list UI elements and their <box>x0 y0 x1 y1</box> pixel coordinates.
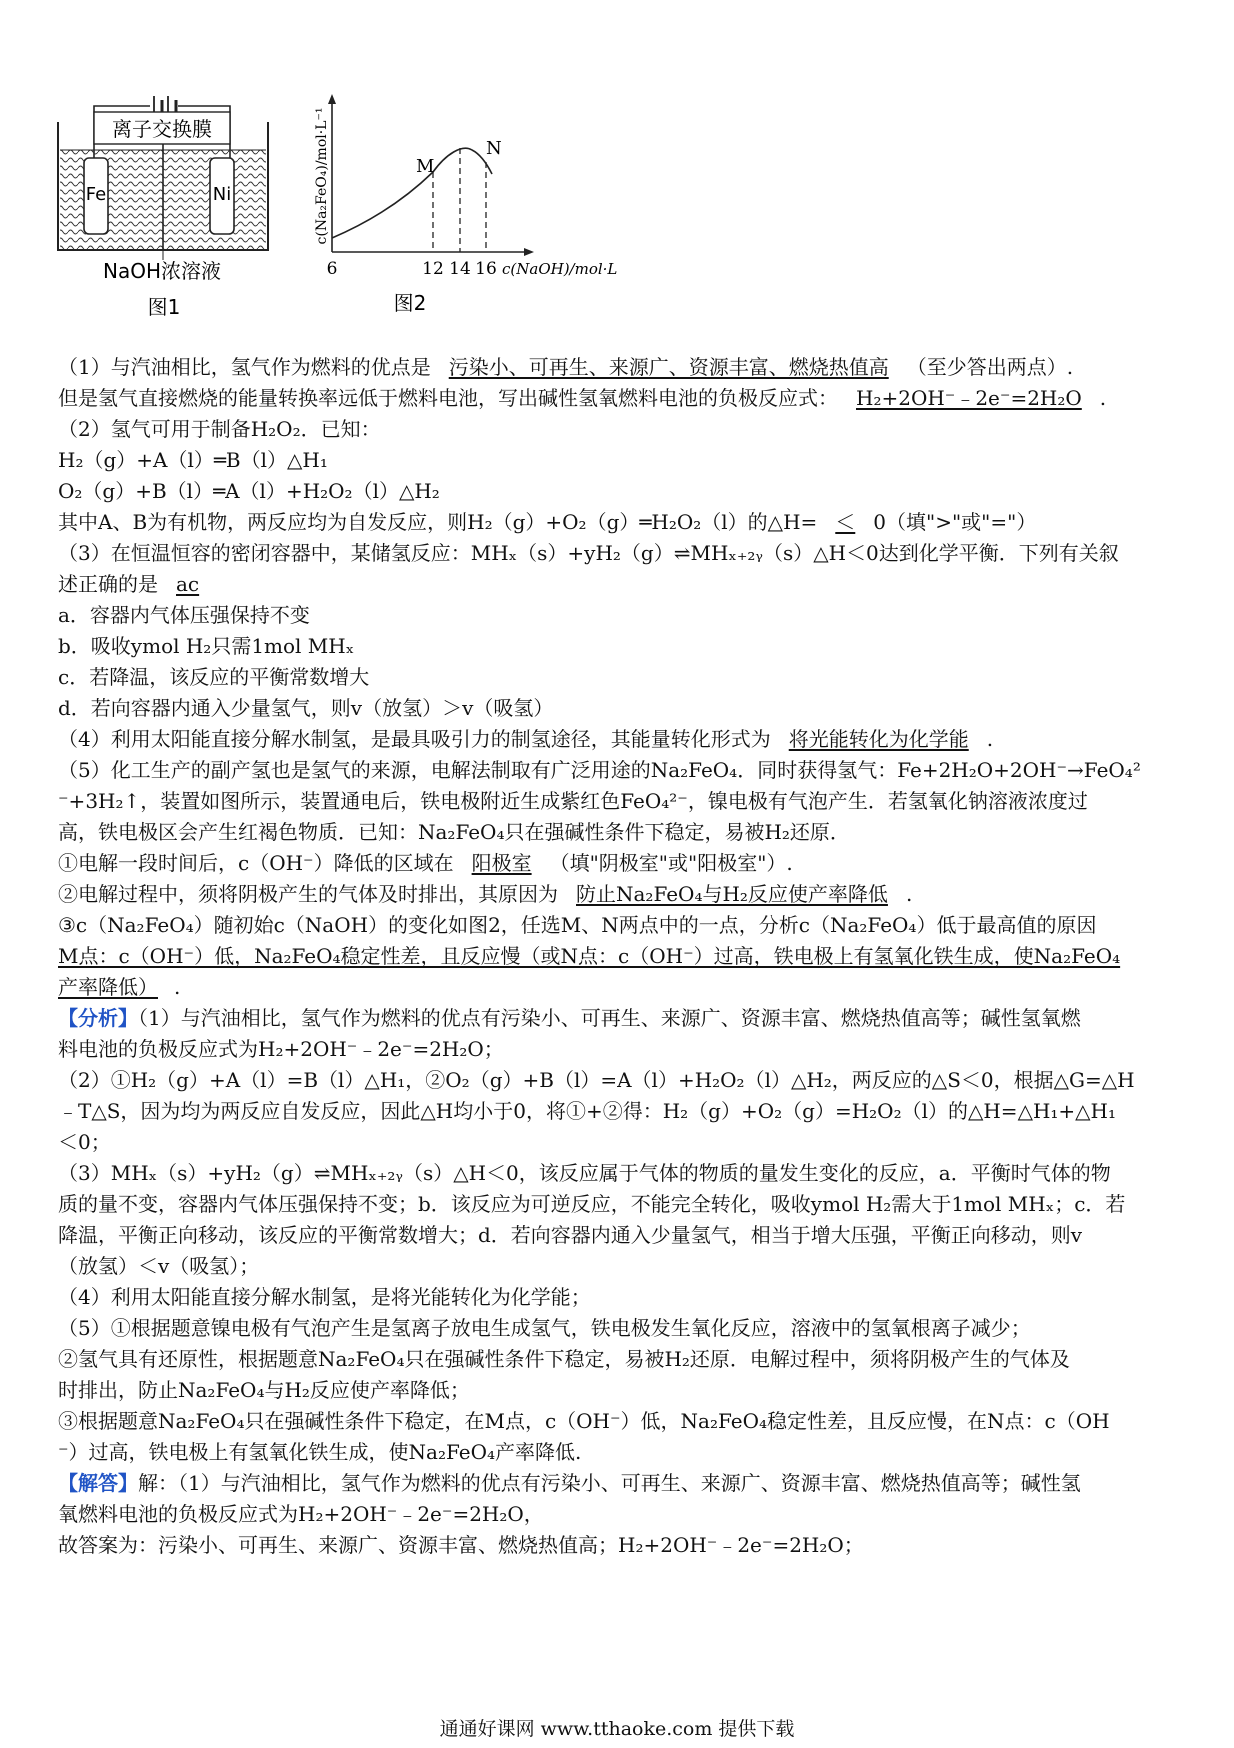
fig1-caption: 图1 <box>147 295 181 319</box>
q1-answer-advantages: 污染小、可再生、来源广、资源丰富、燃烧热值高 <box>448 355 889 379</box>
q5-sub3: ③c（Na₂FeO₄）随初始c（NaOH）的变化如图2，任选M、N两点中的一点，分析c（Na₂FeO₄）低于最高值的原因 <box>58 913 1097 937</box>
membrane-label: 离子交换膜 <box>112 117 212 141</box>
analysis-line2: 料电池的负极反应式为H₂+2OH⁻﹣2e⁻=2H₂O； <box>58 1037 504 1061</box>
q3-option-b: b．吸收ymol H₂只需1mol MHₓ <box>58 634 355 658</box>
q2-intro: （2）氢气可用于制备H₂O₂．已知： <box>58 417 381 441</box>
q4-line: （4）利用太阳能直接分解水制氢，是最具吸引力的制氢途径，其能量转化形式为 将光能转化为化学能 . <box>58 727 994 751</box>
q5-line2: ⁻+3H₂↑，装置如图所示，装置通电后，铁电极附近生成紫红色FeO₄²⁻，镍电极有气泡产生．若氢氧化钠溶液浓度过 <box>58 789 1088 813</box>
analysis-line5: ＜0； <box>58 1130 111 1154</box>
analysis-line9: （放氢）＜v（吸氢）； <box>58 1254 260 1278</box>
q5-sub2-answer: 防止Na₂FeO₄与H₂反应使产率降低 <box>576 882 888 906</box>
q5-sub3-answer-part1: M点：c（OH⁻）低，Na₂FeO₄稳定性差，且反应慢（或N点：c（OH⁻）过高，铁电极上有氢氧化铁生成，使Na₂FeO₄ <box>58 944 1121 968</box>
q4-answer: 将光能转化为化学能 <box>788 727 969 751</box>
q1-answer-equation: H₂+2OH⁻﹣2e⁻=2H₂O <box>856 386 1082 410</box>
electrolysis-apparatus-figure <box>58 92 308 354</box>
tick-14: 14 <box>449 259 471 279</box>
q3-option-a: a．容器内气体压强保持不变 <box>58 603 310 627</box>
analysis-line3: （2）①H₂（g）+A（l）=B（l）△H₁，②O₂（g）+B（l）=A（l）+H₂O₂（l）△H₂，两反应的△S＜0，根据△G=△H <box>58 1068 1135 1092</box>
figures <box>58 92 698 354</box>
analysis-line10: （4）利用太阳能直接分解水制氢，是将光能转化为化学能； <box>58 1285 591 1309</box>
analysis-line15: ⁻）过高，铁电极上有氢氧化铁生成，使Na₂FeO₄产率降低. <box>58 1440 582 1464</box>
q1-line1: （1）与汽油相比，氢气作为燃料的优点是 污染小、可再生、来源广、资源丰富、燃烧热值高 （至少答出两点）. <box>58 355 1074 379</box>
tick-16: 16 <box>475 259 497 279</box>
q3-option-d: d．若向容器内通入少量氢气，则v（放氢）＞v（吸氢） <box>58 696 554 720</box>
q5-line3: 高，铁电极区会产生红褐色物质．已知：Na₂FeO₄只在强碱性条件下稳定，易被H₂还原． <box>58 820 850 844</box>
analysis-line4: ﹣T△S，因为均为两反应自发反应，因此△H均小于0，将①+②得：H₂（g）+O₂（g）=H₂O₂（l）的△H=△H₁+△H₁ <box>58 1099 1117 1123</box>
solution-line3: 故答案为：污染小、可再生、来源广、资源丰富、燃烧热值高；H₂+2OH⁻﹣2e⁻=2H₂O； <box>58 1533 864 1557</box>
q5-sub1: ①电解一段时间后，c（OH⁻）降低的区域在 阳极室 （填"阴极室"或"阳极室"）. <box>58 851 793 875</box>
q3-option-c: c．若降温，该反应的平衡常数增大 <box>58 665 370 689</box>
page-footer: 通通好课网 www.tthaoke.com 提供下载 <box>439 1718 795 1740</box>
q3-answer: ac <box>176 572 200 596</box>
concentration-curve <box>332 148 492 238</box>
q2-answer: ＜ <box>835 510 856 534</box>
analysis-line6: （3）MHₓ（s）+yH₂（g）⇌MHₓ₊₂ᵧ（s）△H＜0，该反应属于气体的物质的量发生变化的反应，a．平衡时气体的物 <box>58 1161 1111 1185</box>
ni-electrode-label: Ni <box>212 184 232 205</box>
analysis-line7: 质的量不变，容器内气体压强保持不变；b．该反应为可逆反应，不能完全转化，吸收ymol H₂需大于1mol MHₓ；c．若 <box>58 1192 1126 1216</box>
analysis-line8: 降温，平衡正向移动，该反应的平衡常数增大；d．若向容器内通入少量氢气，相当于增大压强，平衡正向移动，则v <box>58 1223 1083 1247</box>
solution-tag: 【解答】 <box>58 1471 138 1495</box>
q3-line2: 述正确的是 ac <box>58 569 1183 600</box>
fig2-caption: 图2 <box>393 291 427 315</box>
question-body <box>58 352 1183 1561</box>
concentration-curve-figure <box>314 92 660 354</box>
analysis-line14: ③根据题意Na₂FeO₄只在强碱性条件下稳定，在M点，c（OH⁻）低，Na₂FeO₄稳定性差，且反应慢，在N点：c（OH <box>58 1409 1110 1433</box>
fe-electrode-label: Fe <box>85 184 107 205</box>
q1-line2: 但是氢气直接燃烧的能量转换率远低于燃料电池，写出碱性氢氧燃料电池的负极反应式： H₂+2OH⁻﹣2e⁻=2H₂O . <box>58 386 1107 410</box>
point-m-label: M <box>416 156 435 177</box>
point-n-label: N <box>486 138 502 159</box>
solution-line1: 【解答】解：（1）与汽油相比，氢气作为燃料的优点有污染小、可再生、来源广、资源丰富、燃烧热值高等；碱性氢 <box>58 1471 1081 1495</box>
q5-sub3-answer-line2: 产率降低） . <box>58 975 181 999</box>
tick-12: 12 <box>422 259 444 279</box>
q5-sub3-answer-line1 <box>58 941 1183 972</box>
analysis-line11: （5）①根据题意镍电极有气泡产生是氢离子放电生成氢气，铁电极发生氧化反应，溶液中的氢氧根离子减少； <box>58 1316 1031 1340</box>
q5-sub2: ②电解过程中，须将阴极产生的气体及时排出，其原因为 防止Na₂FeO₄与H₂反应使产率降低 . <box>58 882 913 906</box>
q3-line1: （3）在恒温恒容的密闭容器中，某储氢反应：MHₓ（s）+yH₂（g）⇌MHₓ₊₂ᵧ（s）△H＜0达到化学平衡．下列有关叙 <box>58 541 1119 565</box>
q2-eq2: O₂（g）+B（l）═A（l）+H₂O₂（l）△H₂ <box>58 479 440 503</box>
tick-6: 6 <box>326 259 338 279</box>
analysis-line1: 【分析】（1）与汽油相比，氢气作为燃料的优点有污染小、可再生、来源广、资源丰富、燃烧热值高等；碱性氢氧燃 <box>58 1006 1081 1030</box>
q2-question: 其中A、B为有机物，两反应均为自发反应，则H₂（g）+O₂（g）═H₂O₂（l）的△H= ＜ 0（填">"或"="） <box>58 510 1037 534</box>
solution-line2: 氧燃料电池的负极反应式为H₂+2OH⁻﹣2e⁻=2H₂O， <box>58 1502 544 1526</box>
x-axis-label: c(NaOH)/mol·L <box>502 260 618 278</box>
analysis-line12: ②氢气具有还原性，根据题意Na₂FeO₄只在强碱性条件下稳定，易被H₂还原．电解过程中，须将阴极产生的气体及 <box>58 1347 1070 1371</box>
y-axis-label: c(Na₂FeO₄)/mol·L⁻¹ <box>314 107 330 245</box>
q5-sub3-answer-part2: 产率降低） <box>58 975 158 999</box>
q2-eq1: H₂（g）+A（l）═B（l）△H₁ <box>58 448 328 472</box>
q5-sub1-answer: 阳极室 <box>471 851 532 875</box>
analysis-tag: 【分析】 <box>58 1006 138 1030</box>
solution-label: NaOH浓溶液 <box>103 259 221 283</box>
analysis-line13: 时排出，防止Na₂FeO₄与H₂反应使产率降低； <box>58 1378 470 1402</box>
q5-line1: （5）化工生产的副产氢也是氢气的来源，电解法制取有广泛用途的Na₂FeO₄．同时获得氢气：Fe+2H₂O+2OH⁻→FeO₄² <box>58 758 1141 782</box>
